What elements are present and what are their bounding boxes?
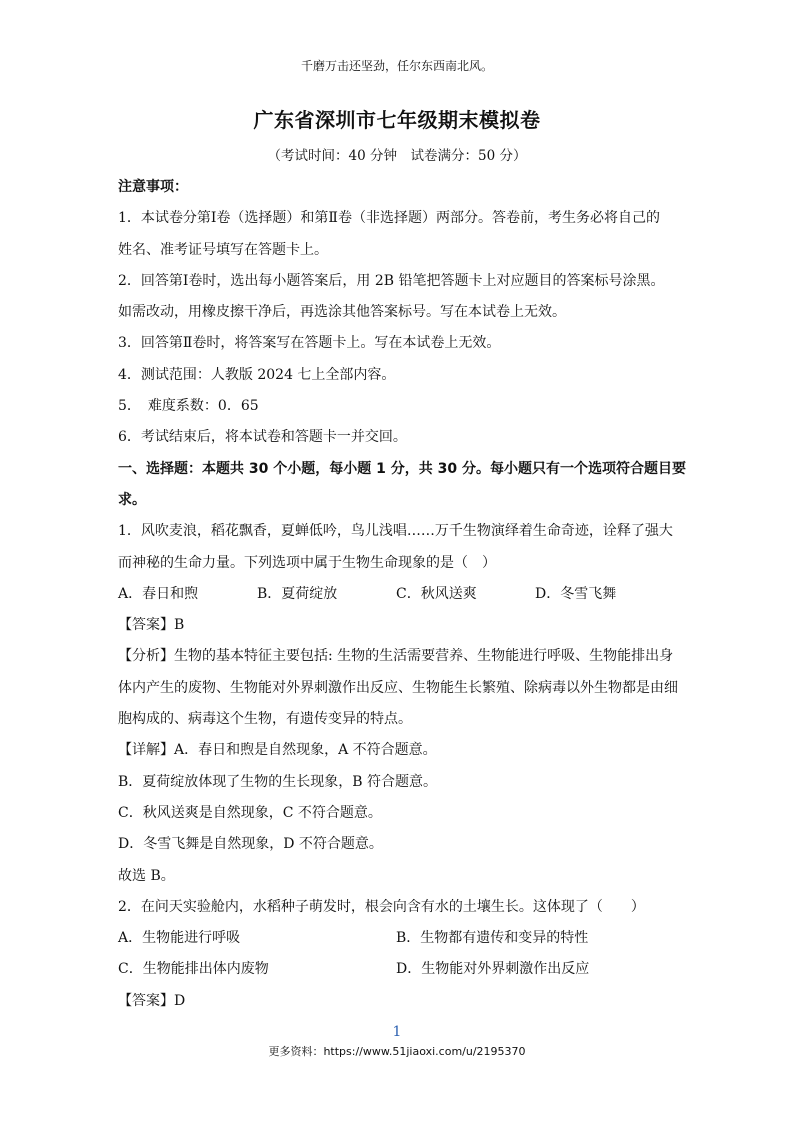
analysis: 胞构成的、病毒这个生物，有遗传变异的特点。 — [118, 711, 412, 728]
page-title: 广东省深圳市七年级期末模拟卷 — [253, 108, 541, 132]
detail: C．秋风送爽是自然现象，C 不符合题意。 — [118, 804, 382, 821]
notes-item: 姓名、准考证号填写在答题卡上。 — [118, 241, 328, 258]
notes-item: 5． 难度系数：0．65 — [118, 398, 259, 415]
option-b: B．夏荷绽放 — [257, 585, 338, 602]
option-a: A．生物能进行呼吸 — [118, 930, 241, 947]
question-options — [118, 923, 684, 954]
footer-link[interactable]: 更多资料：https://www.51jiaoxi.com/u/2195370 — [268, 1045, 526, 1058]
detail: D．冬雪飞舞是自然现象，D 不符合题意。 — [118, 836, 383, 853]
section-heading: 求。 — [118, 491, 146, 508]
header-motto: 千磨万击还坚劲，任尔东西南北风。 — [300, 59, 493, 73]
conclusion: 故选 B。 — [118, 867, 175, 884]
option-c: C．秋风送爽 — [396, 585, 477, 602]
analysis: 体内产生的废物、生物能对外界刺激作出反应、生物能生长繁殖、除病毒以外生物都是由细 — [118, 679, 678, 696]
notes-heading: 注意事项： — [118, 179, 188, 195]
exam-info: （考试时间：40 分钟 试卷满分：50 分） — [267, 148, 527, 164]
page-number: 1 — [392, 1024, 402, 1040]
option-a: A．春日和煦 — [118, 585, 199, 602]
document-body — [118, 172, 684, 1017]
option-d: D．冬雪飞舞 — [535, 585, 617, 602]
option-c: C．生物能排出体内废物 — [118, 961, 269, 978]
question-stem: 2．在问天实验舱内，水稻种子萌发时，根会向含有水的土壤生长。这体现了（ ） — [118, 898, 645, 915]
notes-item: 1．本试卷分第Ⅰ卷（选择题）和第Ⅱ卷（非选择题）两部分。答卷前，考生务必将自己的 — [118, 210, 660, 227]
question-stem: 而神秘的生命力量。下列选项中属于生物生命现象的是（ ） — [118, 554, 496, 571]
notes-item: 如需改动，用橡皮擦干净后，再选涂其他答案标号。写在本试卷上无效。 — [118, 304, 566, 321]
question-stem: 1．风吹麦浪，稻花飘香，夏蝉低吟，鸟儿浅唱……万千生物演绎着生命奇迹，诠释了强大 — [118, 523, 673, 540]
question-options — [118, 954, 684, 985]
notes-item: 4．测试范围：人教版 2024 七上全部内容。 — [118, 366, 396, 383]
option-b: B．生物都有遗传和变异的特性 — [396, 930, 589, 947]
notes-item: 2．回答第Ⅰ卷时，选出每小题答案后，用 2B 铅笔把答题卡上对应题目的答案标号涂黑。 — [118, 272, 665, 289]
answer: 【答案】B — [118, 617, 185, 634]
detail: B．夏荷绽放体现了生物的生长现象，B 符合题意。 — [118, 773, 438, 790]
notes-item: 6．考试结束后，将本试卷和答题卡一并交回。 — [118, 429, 407, 446]
section-heading: 一、选择题：本题共 30 个小题，每小题 1 分，共 30 分。每小题只有一个选项符合题目要 — [118, 460, 686, 477]
detail: 【详解】A．春日和煦是自然现象，A 不符合题意。 — [118, 742, 437, 759]
option-d: D．生物能对外界刺激作出反应 — [396, 961, 590, 978]
analysis: 【分析】生物的基本特征主要包括: 生物的生活需要营养、生物能进行呼吸、生物能排出身 — [118, 648, 674, 665]
notes-item: 3．回答第Ⅱ卷时，将答案写在答题卡上。写在本试卷上无效。 — [118, 335, 501, 352]
question-options — [118, 579, 684, 610]
answer: 【答案】D — [118, 992, 186, 1009]
